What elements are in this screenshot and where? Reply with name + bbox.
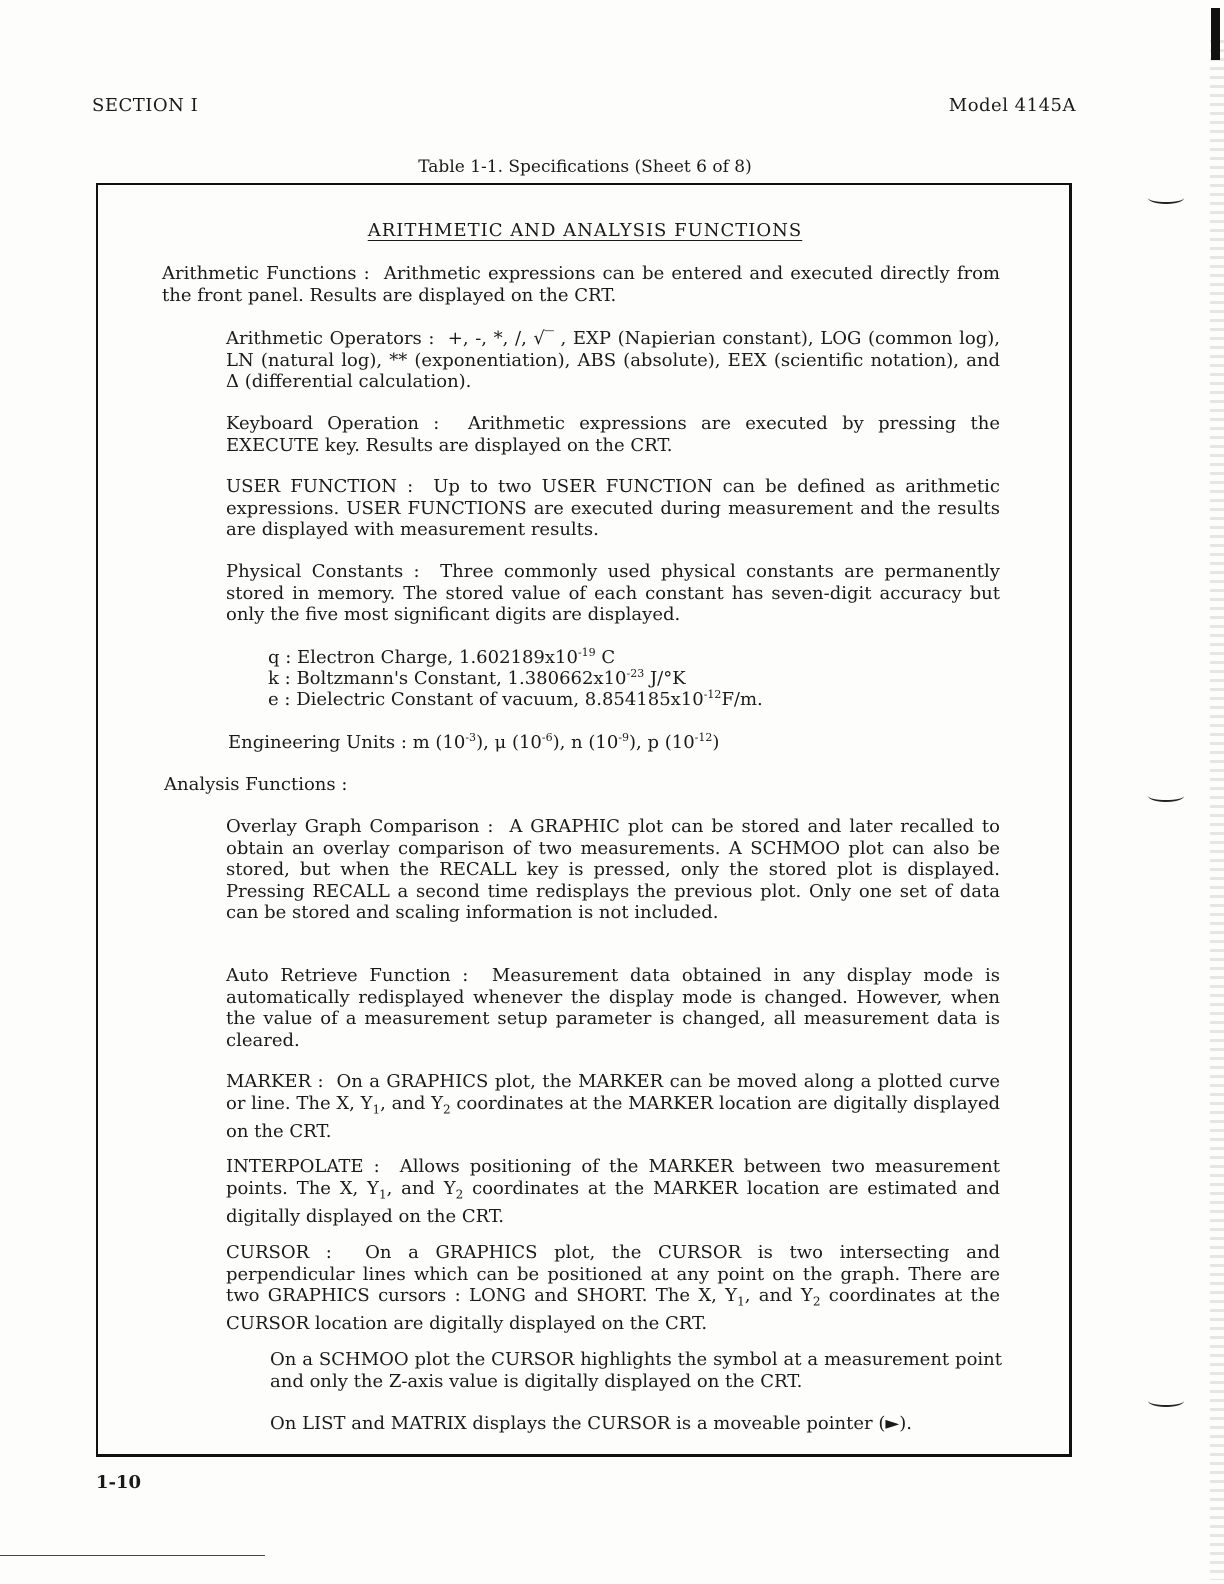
interpolate: INTERPOLATE : Allows positioning of the MARKER between two measurement points. The X, $Y_1$, and $Y_2$ coordinates at the MARKER location are estimated and digitally displayed on the CRT. bbox=[226, 1156, 1000, 1227]
cursor-label: CURSOR : bbox=[226, 1242, 332, 1263]
marker-label: MARKER : bbox=[226, 1071, 324, 1092]
list-matrix-cursor-note: On LIST and MATRIX displays the CURSOR is a moveable pointer (►). bbox=[270, 1413, 912, 1434]
physical-constants-text: Three commonly used physical constants are permanently stored in memory. The stored value of each constant has seven-digit accuracy but only the five most significant digits are displayed. bbox=[226, 561, 1000, 625]
user-function-text: Up to two USER FUNCTION can be defined as arithmetic expressions. USER FUNCTIONS are executed during measurement and the results are displayed with measurement results. bbox=[226, 476, 1000, 540]
keyboard-operation-label: Keyboard Operation : bbox=[226, 413, 440, 434]
scan-bottom-rule bbox=[0, 1555, 265, 1556]
arithmetic-functions-label: Arithmetic Functions : bbox=[162, 263, 370, 284]
scan-mark bbox=[1148, 790, 1184, 802]
auto-retrieve-text: Measurement data obtained in any display mode is automatically redisplayed whenever the display mode is changed. However, when the value of a measurement setup parameter is changed, all measurement data is cleared. bbox=[226, 965, 1001, 1051]
schmoo-cursor-note: On a SCHMOO plot the CURSOR highlights the symbol at a measurement point and only the Z-axis value is digitally displayed on the CRT. bbox=[270, 1349, 1002, 1392]
constant-q: q : Electron Charge, $1.602189x10^{-19}$ C bbox=[268, 646, 616, 668]
model-label: Model 4145A bbox=[948, 95, 1076, 116]
scan-edge-noise bbox=[1210, 40, 1224, 1580]
page-number: 1-10 bbox=[96, 1472, 142, 1493]
section-heading: ARITHMETIC AND ANALYSIS FUNCTIONS bbox=[367, 220, 803, 241]
scan-mark bbox=[1148, 1395, 1184, 1407]
section-label: SECTION I bbox=[92, 95, 199, 116]
keyboard-operation bbox=[226, 413, 1000, 456]
cursor: CURSOR : On a GRAPHICS plot, the CURSOR is two intersecting and perpendicular lines which can be positioned at any point on the graph. There are two GRAPHICS cursors : LONG and SHORT. The X, $Y_1$, and $Y_2$ coordinates at the CURSOR location are digitally displayed on the CRT. bbox=[226, 1242, 1000, 1335]
analysis-functions-label: Analysis Functions : bbox=[164, 774, 348, 795]
scan-mark bbox=[1148, 192, 1184, 204]
constant-k: k : Boltzmann's Constant, $1.380662x10^{-23}$ J/°K bbox=[268, 667, 686, 689]
overlay-graph-comparison bbox=[226, 816, 1000, 924]
overlay-text: A GRAPHIC plot can be stored and later recalled to obtain an overlay comparison of two measurements. A SCHMOO plot can also be stored, but when the RECALL key is pressed, only the stored plot is displayed. Pressing RECALL a second time redisplays the previous plot. Only one set of data can be stored and scaling information is not included. bbox=[226, 816, 1000, 923]
arithmetic-operators bbox=[226, 328, 1000, 393]
overlay-label: Overlay Graph Comparison : bbox=[226, 816, 494, 837]
auto-retrieve-label: Auto Retrieve Function : bbox=[226, 965, 469, 986]
engineering-units: Engineering Units : m $(10^{-3})$, μ $(10^{-6})$, n $(10^{-9})$, p $(10^{-12})$ bbox=[228, 731, 720, 753]
constant-e: e : Dielectric Constant of vacuum, $8.854185x10^{-12}F/m$. bbox=[268, 688, 763, 710]
arithmetic-operators-label: Arithmetic Operators : bbox=[226, 328, 435, 349]
marker: MARKER : On a GRAPHICS plot, the MARKER can be moved along a plotted curve or line. The X, $Y_1$, and $Y_2$ coordinates at the MARKER location are digitally displayed on the CRT. bbox=[226, 1071, 1001, 1142]
scan-registration-mark bbox=[1211, 8, 1220, 60]
physical-constants-label: Physical Constants : bbox=[226, 561, 420, 582]
user-function bbox=[226, 476, 1000, 541]
keyboard-operation-text: Arithmetic expressions are executed by pressing the EXECUTE key. Results are displayed on the CRT. bbox=[226, 413, 1000, 456]
table-title: Table 1-1. Specifications (Sheet 6 of 8) bbox=[418, 157, 752, 177]
physical-constants bbox=[226, 561, 1000, 626]
auto-retrieve-function bbox=[226, 965, 1000, 1051]
engineering-units-label: Engineering Units : bbox=[228, 732, 407, 753]
interpolate-label: INTERPOLATE : bbox=[226, 1156, 380, 1177]
arithmetic-functions-text: Arithmetic expressions can be entered and executed directly from the front panel. Results are displayed on the CRT. bbox=[162, 263, 1000, 306]
arithmetic-functions bbox=[162, 263, 1000, 306]
arithmetic-operators-text: +, -, *, /, √‾ , EXP (Napierian constant), LOG (common log), LN (natural log), ** (exponentiation), ABS (absolute), EEX (scientific notation), and Δ (differential calculation). bbox=[226, 328, 1001, 392]
user-function-label: USER FUNCTION : bbox=[226, 476, 414, 497]
